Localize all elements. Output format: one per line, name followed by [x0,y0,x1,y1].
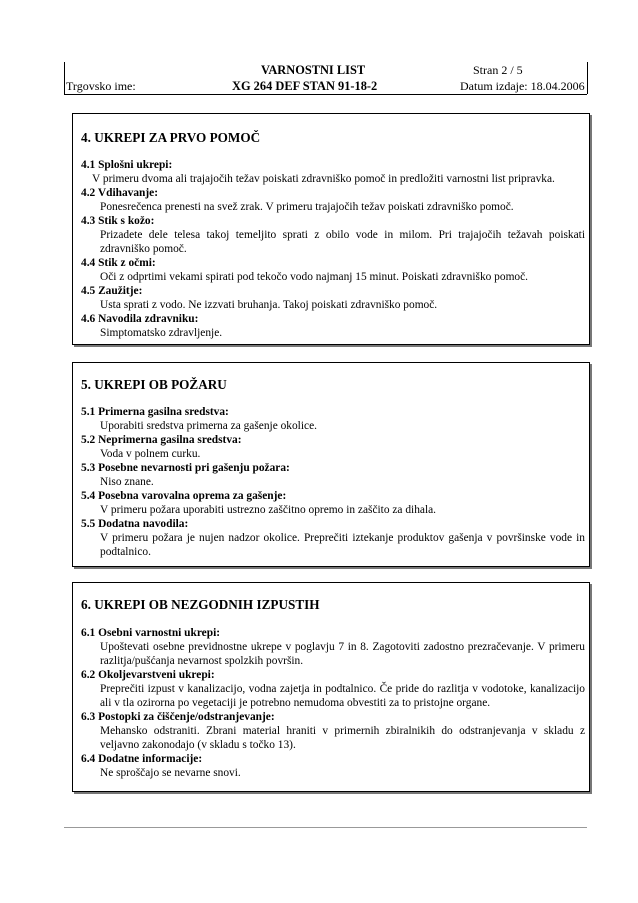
page-number: Stran 2 / 5 [473,63,523,77]
item-label: 6.3 Postopki za čiščenje/odstranjevanje: [81,711,275,723]
item-text: Voda v polnem curku. [100,448,201,460]
list-item [81,626,585,668]
item-label: 4.5 Zaužitje: [81,285,143,297]
list-item [81,405,585,433]
item-text: Oči z odprtimi vekami spirati pod tekočo vodo najmanj 15 minut. Poiskati zdravniško pomoč. [100,271,529,283]
section-items [81,158,585,340]
list-item [81,668,585,710]
item-label: 5.4 Posebna varovalna oprema za gašenje: [81,490,287,502]
footer-rule [64,827,587,828]
header-right-border [587,62,588,94]
section-title: 5. UKREPI OB POŽARU [81,377,227,392]
item-text: Ne sproščajo se nevarne snovi. [100,767,241,779]
item-label: 5.2 Neprimerna gasilna sredstva: [81,434,242,446]
section-items [81,405,585,559]
item-label: 4.3 Stik s kožo: [81,215,155,227]
section-title: 6. UKREPI OB NEZGODNIH IZPUSTIH [81,597,320,612]
item-text: Simptomatsko zdravljenje. [100,327,223,339]
product-name: XG 264 DEF STAN 91-18-2 [232,79,378,93]
list-item [81,186,585,214]
trade-name-label: Trgovsko ime: [66,79,136,93]
item-text: V primeru požara je nujen nadzor okolice. Preprečiti iztekanje produktov gašenja v površinske vode in podtalnico. [100,532,585,558]
item-text: Usta sprati z vodo. Ne izzvati bruhanja. Takoj poiskati zdravniško pomoč. [100,299,438,311]
list-item [81,284,585,312]
item-label: 4.4 Stik z očmi: [81,257,156,269]
section-accidental-release [72,582,590,792]
list-item [81,256,585,284]
section-first-aid [72,113,590,345]
section-fire-fighting [72,362,590,567]
item-label: 6.2 Okoljevarstveni ukrepi: [81,669,215,681]
item-label: 4.6 Navodila zdravniku: [81,313,199,325]
item-label: 4.2 Vdihavanje: [81,187,159,199]
item-label: 4.1 Splošni ukrepi: [81,159,173,171]
list-item [81,461,585,489]
list-item [81,158,585,186]
list-item [81,312,585,340]
issue-date: Datum izdaje: 18.04.2006 [460,79,585,93]
list-item [81,489,585,517]
header-left-border [64,62,65,94]
item-text: Ponesrečenca prenesti na svež zrak. V primeru trajajočih težav poiskati zdravniško pomoč. [100,201,514,213]
list-item [81,710,585,752]
item-text: Prizadete dele telesa takoj temeljito sprati z obilo vode in milom. Pri trajajočih težavah poiskati zdravniško pomoč. [100,229,585,255]
item-label: 5.3 Posebne nevarnosti pri gašenju požara: [81,462,290,474]
item-label: 5.5 Dodatna navodila: [81,518,189,530]
item-label: 6.4 Dodatne informacije: [81,753,203,765]
section-items [81,626,585,780]
section-title: 4. UKREPI ZA PRVO POMOČ [81,130,261,145]
item-text: Upoštevati osebne previdnostne ukrepe v poglavju 7 in 8. Zagotoviti zadostno prezračevanje. V primeru razlitja/pušćanja nevarnost spolzkih površin. [100,641,585,667]
item-label: 5.1 Primerna gasilna sredstva: [81,406,229,418]
list-item [81,433,585,461]
list-item [81,517,585,559]
item-text: Uporabiti sredstva primerna za gašenje okolice. [100,420,317,432]
list-item [81,752,585,780]
item-text: Preprečiti izpust v kanalizacijo, vodna zajetja in podtalnico. Če pride do razlitja v vodotoke, kanalizacijo ali v tla ozirorna po vegetaciji je potrebno nemudoma obvestiti za to pristojne organe. [100,683,585,709]
item-text: Mehansko odstraniti. Zbrani material hraniti v primernih zbiralnikih do odstranjevanja v skladu z veljavno zakonodajo (v skladu s točko 13). [100,725,585,751]
header-rule [64,94,587,95]
item-text: Niso znane. [100,476,154,488]
item-text: V primeru dvoma ali trajajočih težav poiskati zdravniško pomoč in predložiti varnostni list pripravka. [92,173,555,185]
item-text: V primeru požara uporabiti ustrezno zaščitno opremo in zaščito za dihala. [100,504,437,516]
item-label: 6.1 Osebni varnostni ukrepi: [81,627,221,639]
document-title: VARNOSTNI LIST [261,63,366,77]
list-item [81,214,585,256]
